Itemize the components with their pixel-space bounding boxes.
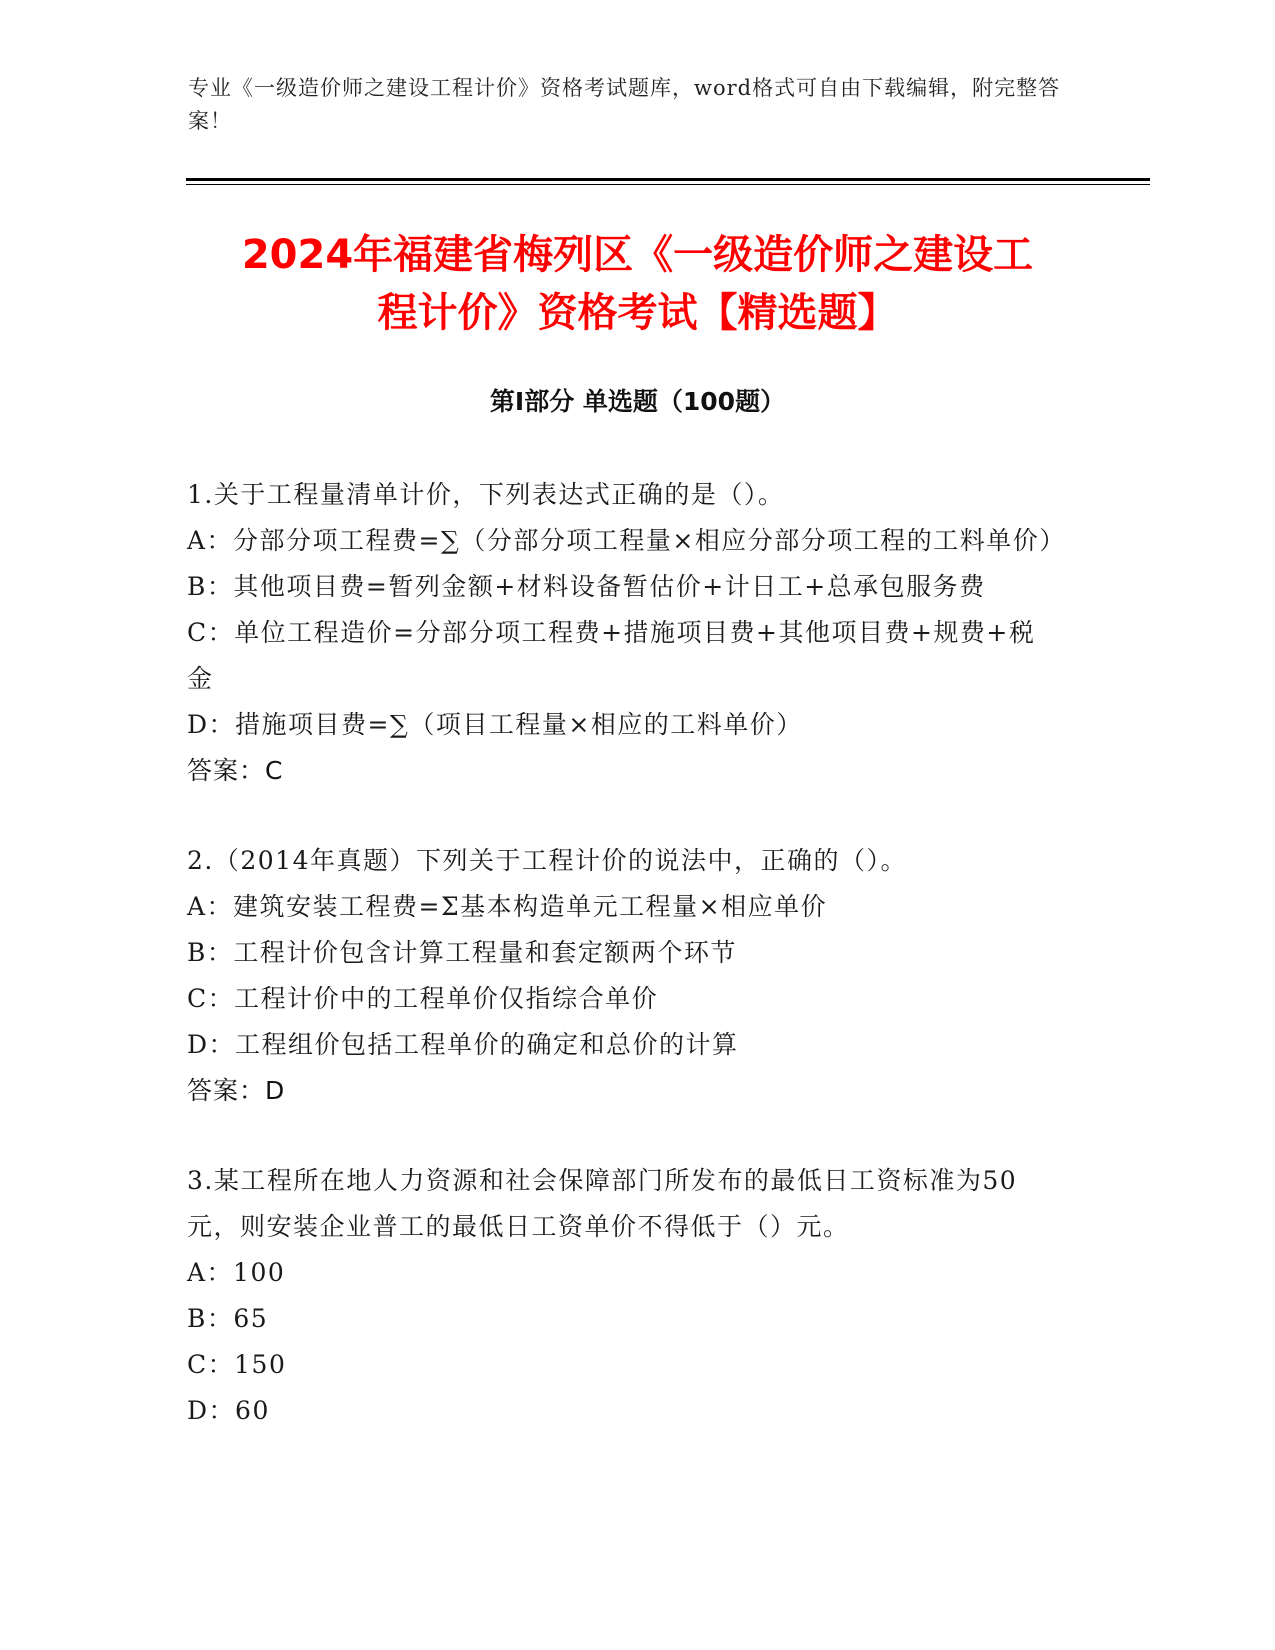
option-d: D：措施项目费=∑（项目工程量×相应的工料单价）: [187, 710, 803, 739]
section-title: 第Ⅰ部分 单选题（100题）: [489, 387, 786, 416]
question-stem: 2.（2014年真题）下列关于工程计价的说法中，正确的（）。: [187, 846, 907, 875]
question-3: [187, 1158, 1057, 1434]
option-b: B：其他项目费=暂列金额+材料设备暂估价+计日工+总承包服务费: [187, 572, 986, 601]
option-a: A：建筑安装工程费=Σ基本构造单元工程量×相应单价: [187, 892, 828, 921]
question-stem: 1.关于工程量清单计价，下列表达式正确的是（）。: [187, 480, 785, 509]
answer: 答案：D: [187, 1076, 286, 1105]
option-c: C：单位工程造价=分部分项工程费+措施项目费+其他项目费+规费+税金: [187, 618, 1036, 693]
option-c: C：工程计价中的工程单价仅指综合单价: [187, 984, 659, 1013]
option-b: B：65: [187, 1304, 269, 1333]
option-b: B：工程计价包含计算工程量和套定额两个环节: [187, 938, 737, 967]
question-1: [187, 472, 1066, 794]
header-divider-thick: [186, 178, 1150, 181]
document-title-line-1: 2024年福建省梅列区《一级造价师之建设工: [241, 232, 1034, 278]
question-stem: 3.某工程所在地人力资源和社会保障部门所发布的最低日工资标准为50元，则安装企业普工的最低日工资单价不得低于（）元。: [187, 1166, 1018, 1241]
question-list: [187, 472, 1066, 1478]
document-title: [150, 226, 1125, 342]
option-a: A：分部分项工程费=∑（分部分项工程量×相应分部分项工程的工料单价）: [187, 526, 1066, 555]
document-title-line-2: 程计价》资格考试【精选题】: [377, 290, 898, 336]
option-a: A：100: [187, 1258, 286, 1287]
option-d: D：工程组价包括工程单价的确定和总价的计算: [187, 1030, 739, 1059]
header-note: 专业《一级造价师之建设工程计价》资格考试题库，word格式可自由下载编辑，附完整答案！: [188, 76, 1061, 133]
option-c: C：150: [187, 1350, 287, 1379]
question-2: [187, 838, 1057, 1114]
answer: 答案：C: [187, 756, 284, 785]
header-divider-thin: [186, 184, 1150, 185]
option-d: D：60: [187, 1396, 270, 1425]
